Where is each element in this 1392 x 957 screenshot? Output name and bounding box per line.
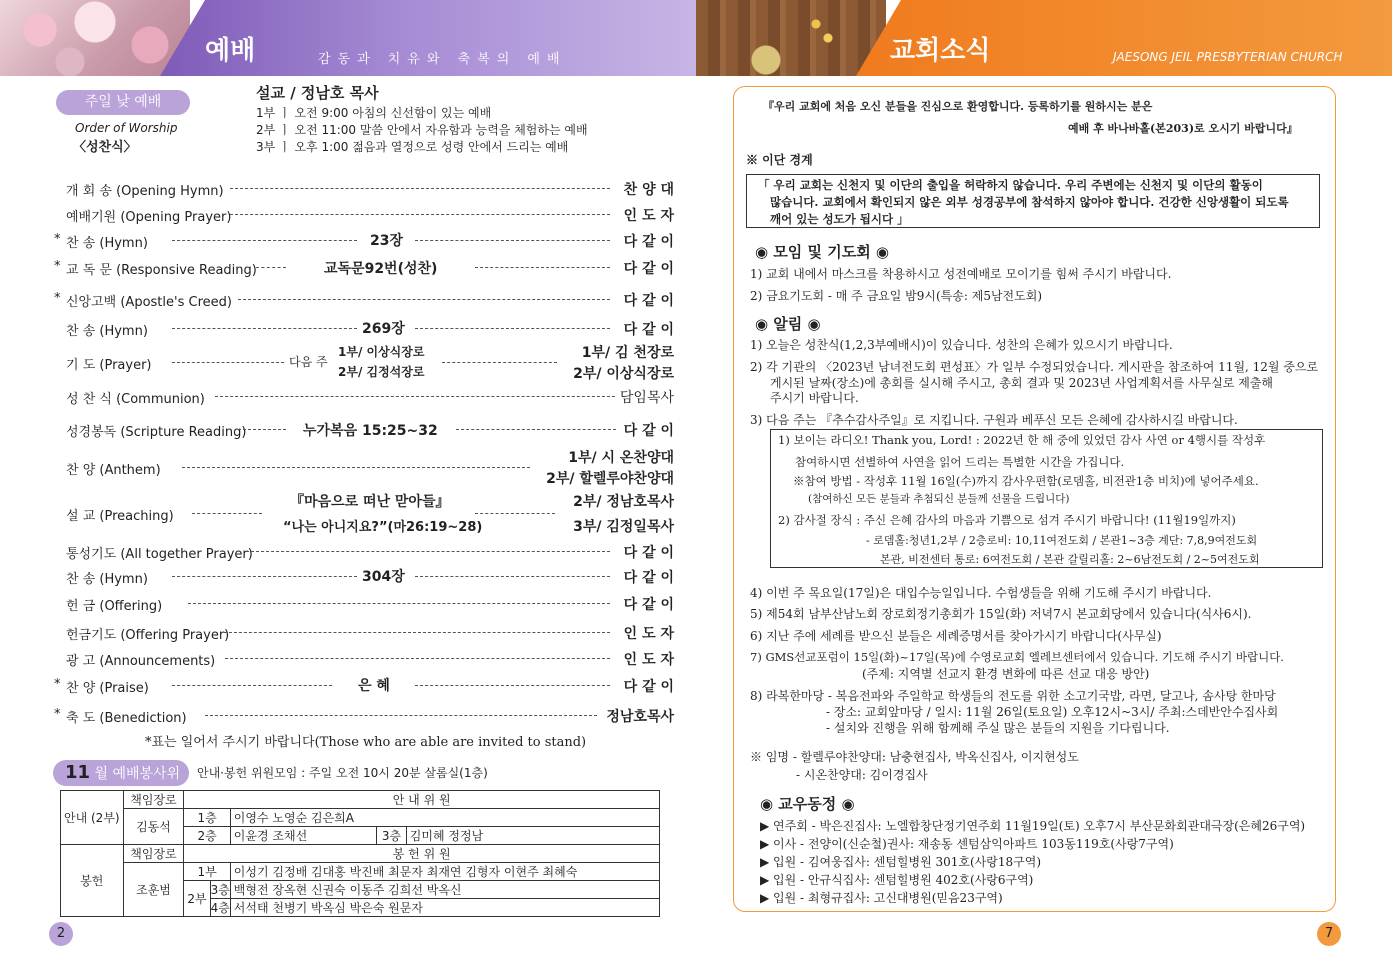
item-label: 성 찬 식 (Communion) [66, 392, 205, 407]
item-label: 찬 양 (Praise) [66, 681, 149, 696]
table-header: 안 내 위 원 [184, 791, 660, 809]
notice-8c: - 설치와 진행을 위해 함께해 주실 많은 분들의 지원을 기다립니다. [826, 721, 1170, 735]
month-number: 11 [65, 762, 91, 783]
meeting-section-title: ◉ 모임 및 기도회 ◉ [755, 243, 890, 261]
heresy-line-1: 「 우리 교회는 신천지 및 이단의 출입을 허락하지 않습니다. 우리 주변에는 신천지 및 이단의 활동이 [758, 178, 1263, 192]
table-header: 책임장로 [123, 845, 184, 863]
dotted-leader [172, 240, 357, 241]
notice-1: 1) 오늘은 성찬식(1,2,3부예배시)이 있습니다. 성찬의 은혜가 있으시기 바랍니다. [750, 338, 1173, 352]
hymn-number: 23장 [370, 233, 404, 249]
floor-cell: 3층 [210, 881, 230, 899]
offering-names: 서석태 천병기 박옥심 박은숙 원문자 [230, 899, 659, 917]
stand-note: *표는 일어서 주시기 바랍니다(Those who are able are invited to stand) [145, 735, 587, 750]
preacher-2: 2부/ 정남호목사 [573, 494, 674, 510]
item-leader: 다 같 이 [623, 423, 674, 439]
table-header: 봉 헌 위 원 [184, 845, 660, 863]
worship-section-title: 예배 [205, 36, 256, 66]
guide-names: 이영수 노영순 김은희A [230, 809, 659, 827]
item-label: 설 교 (Preaching) [66, 509, 174, 524]
guide-elder: 김동석 [123, 809, 184, 845]
dotted-leader [172, 576, 357, 577]
item-label: 찬 양 (Anthem) [66, 463, 161, 478]
dotted-leader [415, 685, 610, 686]
notice-2c: 주시기 바랍니다. [770, 391, 859, 405]
thanks-1d: (참여하신 모든 분들과 추첨되신 분들께 선물을 드립니다) [808, 493, 1070, 505]
dotted-leader [475, 513, 555, 514]
item-label: 개 회 송 (Opening Hymn) [66, 184, 224, 199]
sermon-pastor: 설교 / 정남호 목사 [256, 84, 379, 102]
item-leader: 담임목사 [619, 390, 674, 406]
worship-section-subtitle: 감동과 치유와 축복의 예배 [318, 52, 567, 67]
item-label: 교 독 문 (Responsive Reading) [66, 263, 257, 278]
guide-names: 김미혜 정정남 [406, 827, 659, 845]
item-leader: 다 같 이 [623, 293, 674, 309]
scripture-passage: 누가복음 15:25~32 [303, 423, 438, 439]
hymn-number: 304장 [362, 569, 405, 585]
meeting-item-2: 2) 금요기도회 - 매 주 금요일 밤9시(특송: 제5남전도회) [750, 289, 1042, 303]
communion-label: 〈성찬식〉 [73, 140, 137, 155]
page-number-left: 2 [49, 922, 73, 946]
item-leader: 정남호목사 [606, 709, 674, 725]
item-leader: 다 같 이 [623, 570, 674, 586]
notice-4: 4) 이번 주 목요일(17일)은 대입수능일입니다. 수험생들을 위해 기도해 주시기 바랍니다. [750, 586, 1212, 600]
dotted-leader [172, 328, 357, 329]
service-time-1: 1부 ㅣ 오전 9:00 아침의 신선함이 있는 예배 [256, 106, 492, 120]
item-label: 광 고 (Announcements) [66, 654, 216, 669]
prayer-leader-1: 1부/ 김 천장로 [581, 345, 674, 361]
item-label: 찬 송 (Hymn) [66, 572, 148, 587]
notice-7a: 7) GMS선교포럼이 15일(화)~17일(목)에 수영로교회 엘레브센터에서 있습니다. 기도해 주시기 바랍니다. [750, 650, 1284, 664]
responsive-reading: 교독문92번(성찬) [324, 261, 438, 277]
floor-cell: 4층 [210, 899, 230, 917]
order-of-worship-en: Order of Worship [75, 121, 178, 135]
dotted-leader [230, 214, 610, 215]
thanks-2b: - 로뎀홀:청년1,2부 / 2층로비: 10,11여전도회 / 본관1~3층 계단: 7,8,9여전도회 [866, 534, 1258, 547]
member-news-5: ▶ 입원 - 최형규집사: 고신대병원(믿음23구역) [760, 891, 1003, 905]
notice-6: 6) 지난 주에 세례를 받으신 분들은 세례증명서를 찾아가시기 바랍니다(사무실) [750, 629, 1162, 643]
thanks-1a: 1) 보이는 라디오! Thank you, Lord! : 2022년 한 해 중에 있었던 감사 사연 or 4행시를 작성후 [778, 433, 1266, 447]
part-cell: 1부 [184, 863, 230, 881]
part-cell: 2부 [184, 881, 210, 917]
member-news-1: ▶ 연주회 - 박은진집사: 노엘합창단정기연주회 11월19일(토) 오후7시 부산문화회관대극장(은혜26구역) [760, 819, 1306, 833]
dotted-leader [475, 267, 610, 268]
dotted-leader [225, 658, 610, 659]
item-label: 찬 송 (Hymn) [66, 324, 148, 339]
stand-mark: * [54, 291, 61, 306]
dotted-leader [192, 513, 262, 514]
thanks-2a: 2) 감사절 장식 : 주신 은혜 감사의 마음과 기쁨으로 섬겨 주시기 바랍니다! (11월19일까지) [778, 513, 1236, 527]
dotted-leader [415, 328, 610, 329]
dotted-leader [230, 188, 610, 189]
next-prayer-1: 1부/ 이상식장로 [338, 345, 425, 359]
dotted-leader [456, 429, 616, 430]
autumn-decor-image [696, 0, 886, 76]
page-number-right: 7 [1317, 922, 1341, 946]
item-leader: 다 같 이 [623, 545, 674, 561]
item-label: 예배기원 (Opening Prayer) [66, 210, 232, 225]
thanks-1c: ※참여 방법 - 작성후 11월 16일(수)까지 감사우편함(로뎀홀, 비전관1층 비치)에 넣어주세요. [793, 474, 1259, 488]
offering-elder: 조훈범 [123, 863, 184, 917]
stand-mark: * [54, 232, 61, 247]
heresy-line-2: 많습니다. 교회에서 확인되지 않은 외부 성경공부에 참석하지 않아야 합니다. 건강한 신앙생활이 되도록 [770, 195, 1289, 209]
sunday-worship-badge: 주일 낮 예배 [56, 90, 190, 115]
member-news-3: ▶ 입원 - 김여웅집사: 센텀힐병원 301호(사랑18구역) [760, 855, 1042, 869]
dotted-leader [415, 240, 610, 241]
anthem-choir-1: 1부/ 시 온찬양대 [568, 450, 674, 466]
item-label: 성경봉독 (Scripture Reading) [66, 425, 247, 440]
floor-cell: 2층 [184, 827, 230, 845]
item-label: 통성기도 (All together Prayer) [66, 547, 253, 562]
flowers-image [0, 0, 190, 76]
member-news-4: ▶ 입원 - 안규식집사: 센텀힐병원 402호(사랑6구역) [760, 873, 1034, 887]
dotted-leader [205, 715, 597, 716]
guide-names: 이윤경 조채선 [230, 827, 376, 845]
right-header-banner [696, 0, 1392, 76]
floor-cell: 3층 [377, 827, 407, 845]
hymn-number: 269장 [362, 321, 405, 337]
notice-7b: (주제: 지역별 선교지 환경 변화에 따른 선교 대응 방안) [862, 667, 1150, 681]
appointment-b: - 시온찬양대: 김이경집사 [796, 768, 928, 782]
volunteer-meeting-info: 안내·봉헌 위원모임 : 주일 오전 10시 20분 살롬실(1층) [197, 766, 488, 780]
item-leader: 인 도 자 [623, 626, 674, 642]
dotted-leader [256, 267, 286, 268]
volunteer-table [60, 790, 660, 917]
prayer-leader-2: 2부/ 이상식장로 [573, 366, 674, 382]
thanks-1b: 참여하시면 선별하여 사연을 읽어 드리는 특별한 시간을 가집니다. [795, 455, 1125, 469]
staff-news-title: ◉ 교우동정 ◉ [760, 795, 855, 813]
offering-names: 이성기 김정배 김대홍 박진배 최문자 최재연 김형자 이현주 최혜숙 [230, 863, 659, 881]
preacher-3: 3부/ 김정일목사 [573, 519, 674, 535]
table-header: 책임장로 [123, 791, 184, 809]
sermon-scripture: “나는 아니지요?”(마26:19~28) [283, 520, 483, 535]
dotted-leader [188, 603, 610, 604]
stand-mark: * [54, 707, 61, 722]
floor-cell: 1층 [184, 809, 230, 827]
item-leader: 인 도 자 [623, 652, 674, 668]
item-label: 축 도 (Benediction) [66, 711, 187, 726]
notice-8b: - 장소: 교회앞마당 / 일시: 11월 26일(토요일) 오후12시~3시/ 주최:스데반안수집사회 [826, 705, 1279, 719]
item-leader: 찬 양 대 [623, 182, 674, 198]
item-leader: 다 같 이 [623, 679, 674, 695]
dotted-leader [182, 467, 530, 468]
church-name-en: JAESONG JEIL PRESBYTERIAN CHURCH [1113, 50, 1343, 64]
item-label: 찬 송 (Hymn) [66, 236, 148, 251]
notice-3: 3) 다음 주는 『추수감사주일』로 지킵니다. 구원과 베푸신 모든 은혜에 감사하시길 바랍니다. [750, 413, 1238, 427]
item-label: 기 도 (Prayer) [66, 358, 152, 373]
appointment-a: ※ 임명 - 할렐루야찬양대: 남충현집사, 박옥신집사, 이지현성도 [750, 750, 1079, 764]
meeting-item-1: 1) 교회 내에서 마스크를 착용하시고 성전예배로 모이기를 힘써 주시기 바랍니다. [750, 267, 1172, 281]
service-time-2: 2부 ㅣ 오전 11:00 말씀 안에서 자유함과 능력을 체험하는 예배 [256, 123, 588, 137]
dotted-leader [224, 632, 610, 633]
item-label: 헌 금 (Offering) [66, 599, 163, 614]
item-label: 헌금기도 (Offering Prayer) [66, 628, 230, 643]
heresy-title: ※ 이단 경계 [746, 153, 813, 167]
item-leader: 다 같 이 [623, 322, 674, 338]
notice-8a: 8) 라복한마당 - 복음전파와 주일학교 학생들의 전도를 위한 소고기국밥, 라면, 달고나, 솜사탕 한마당 [750, 689, 1276, 703]
sermon-title: 『마음으로 떠난 맏아들』 [290, 494, 450, 510]
thanks-2c: 본관, 비전센터 통로: 6여전도회 / 본관 갈릴리홀: 2~6남전도회 / 2~5여전도회 [880, 553, 1260, 566]
dotted-leader [215, 396, 615, 397]
guide-label: 안내 (2부) [61, 791, 124, 845]
notice-section-title: ◉ 알림 ◉ [755, 315, 821, 333]
volunteer-badge-label: 월 예배봉사위원 [65, 766, 181, 808]
item-leader: 다 같 이 [623, 261, 674, 277]
anthem-choir-2: 2부/ 할렐루야찬양대 [546, 471, 674, 487]
next-prayer-2: 2부/ 김정석장로 [338, 365, 425, 379]
service-time-3: 3부 ㅣ 오후 1:00 젊음과 열정으로 성령 안에서 드리는 예배 [256, 140, 569, 154]
dotted-leader [238, 299, 610, 300]
next-week-label: 다음 주 [289, 355, 328, 369]
item-leader: 다 같 이 [623, 597, 674, 613]
welcome-line-1: 『우리 교회에 처음 오신 분들을 진심으로 환영합니다. 등록하기를 원하시는 분은 [763, 100, 1153, 113]
dotted-leader [172, 362, 284, 363]
news-section-title: 교회소식 [890, 36, 991, 66]
member-news-2: ▶ 이사 - 전양이(신순철)권사: 재송동 센텀삼익아파트 103동119호(사랑7구역) [760, 837, 1174, 851]
stand-mark: * [54, 677, 61, 692]
offering-label: 봉헌 [61, 845, 124, 917]
stand-mark: * [54, 259, 61, 274]
item-label: 신앙고백 (Apostle's Creed) [66, 295, 232, 310]
notice-2a: 2) 각 기관의 〈2023년 남녀전도회 편성표〉가 일부 수정되었습니다. 게시판을 참조하여 11월, 12월 중으로 [750, 360, 1319, 374]
notice-2b: 게시된 날짜(장소)에 총회를 실시해 주시고, 총회 결과 및 2023년 사업계획서를 사무실로 제출해 [770, 376, 1273, 390]
notice-5: 5) 제54회 남부산남노회 장로회정기총회가 15일(화) 저녁7시 본교회당에서 있습니다(식사6시). [750, 607, 1252, 621]
dotted-leader [246, 551, 610, 552]
offering-names: 백형전 장옥현 신권숙 이동주 김희선 박옥신 [230, 881, 659, 899]
dotted-leader [238, 429, 286, 430]
praise-title: 은 혜 [358, 678, 390, 694]
item-leader: 인 도 자 [623, 208, 674, 224]
item-leader: 다 같 이 [623, 234, 674, 250]
dotted-leader [415, 576, 610, 577]
dotted-leader [172, 685, 332, 686]
heresy-line-3: 깨어 있는 성도가 됩시다 」 [770, 212, 909, 226]
welcome-line-2: 예배 후 바나바홀(본203)로 오시기 바랍니다』 [1068, 122, 1298, 135]
